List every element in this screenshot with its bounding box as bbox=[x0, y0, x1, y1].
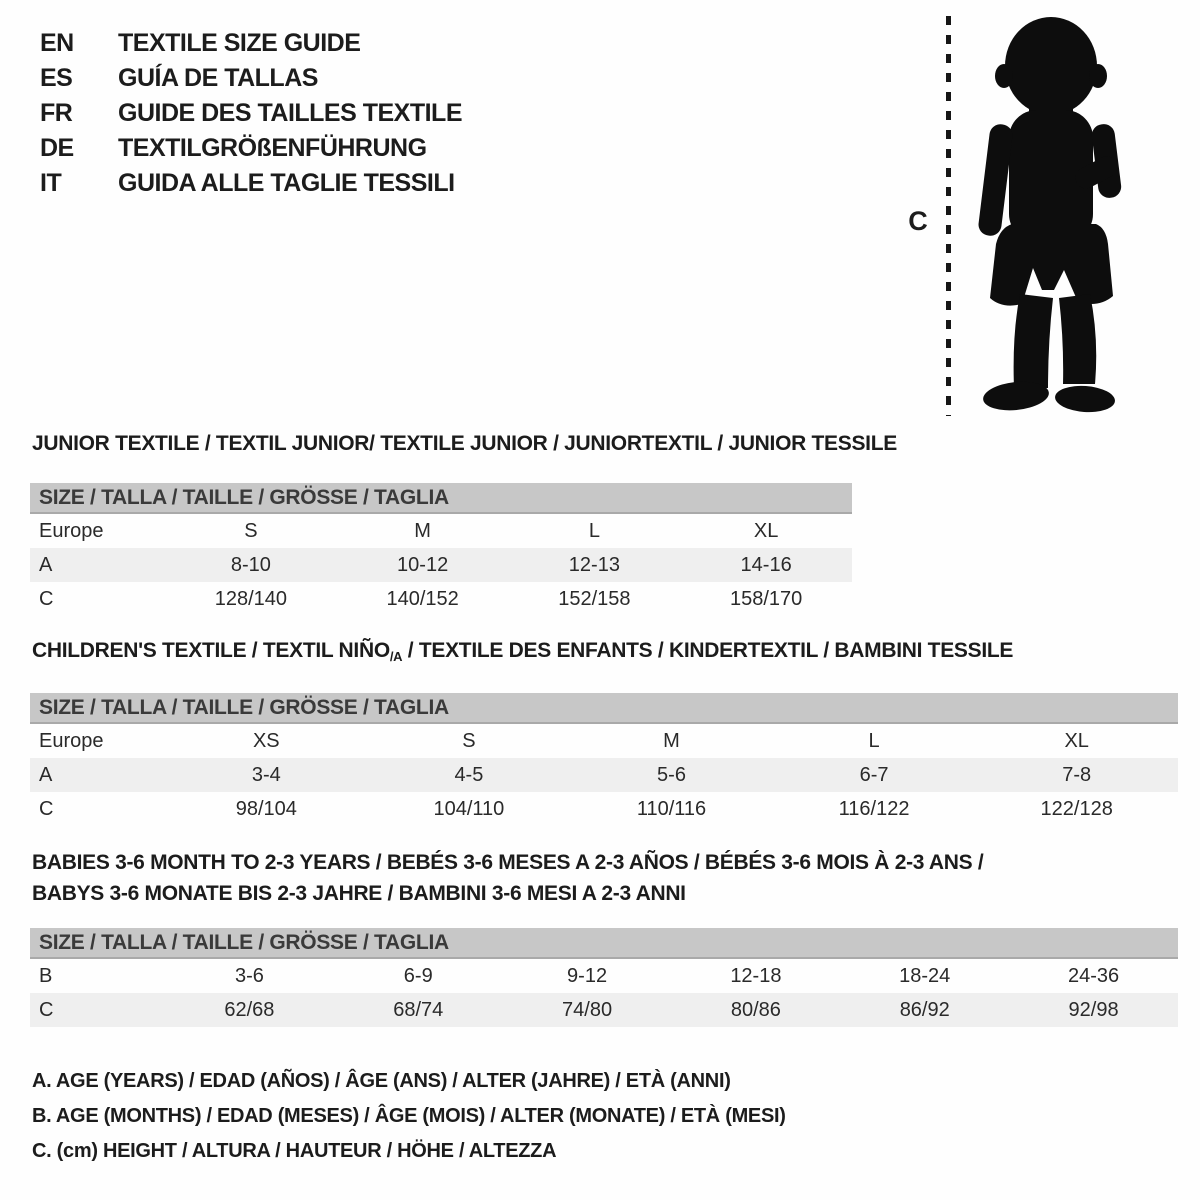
lang-row-fr bbox=[40, 96, 462, 131]
junior-section-heading: JUNIOR TEXTILE / TEXTIL JUNIOR/ TEXTILE JUNIOR / JUNIORTEXTIL / JUNIOR TESSILE bbox=[32, 432, 897, 455]
row-label: C bbox=[39, 998, 54, 1021]
size-value-cell: 6-7 bbox=[859, 763, 889, 786]
height-measure-label: C bbox=[908, 206, 928, 236]
guide-title: TEXTILE SIZE GUIDE bbox=[118, 29, 361, 57]
size-value-cell: 86/92 bbox=[899, 998, 950, 1021]
size-value-cell: 128/140 bbox=[214, 587, 288, 610]
row-label: Europe bbox=[39, 729, 104, 752]
babies-heading-line1: BABIES 3-6 MONTH TO 2-3 YEARS / BEBÉS 3-6 MESES A 2-3 AÑOS / BÉBÉS 3-6 MOIS À 2-3 ANS / bbox=[32, 851, 984, 874]
size-value-cell: 10-12 bbox=[397, 553, 449, 576]
babies-section-heading bbox=[32, 847, 983, 909]
lang-row-de bbox=[40, 131, 462, 166]
row-label: B bbox=[39, 964, 53, 987]
toddler-silhouette-icon bbox=[956, 12, 1146, 418]
size-value-cell: XS bbox=[252, 729, 280, 752]
table-row bbox=[30, 959, 1178, 993]
lang-row-es bbox=[40, 61, 462, 96]
size-value-cell: 4-5 bbox=[454, 763, 484, 786]
size-value-cell: 122/128 bbox=[1040, 797, 1113, 820]
junior-size-table-block bbox=[30, 483, 852, 616]
size-header-bar: SIZE / TALLA / TAILLE / GRÖSSE / TAGLIA bbox=[30, 483, 852, 514]
guide-title: GUIDE DES TAILLES TEXTILE bbox=[118, 99, 463, 127]
size-value-cell: 80/86 bbox=[730, 998, 781, 1021]
size-value-cell: 62/68 bbox=[224, 998, 275, 1021]
language-title-list bbox=[40, 26, 462, 201]
lang-code: DE bbox=[40, 134, 74, 162]
children-heading-sub: /A bbox=[389, 649, 403, 664]
legend-line-c: C. (cm) HEIGHT / ALTURA / HAUTEUR / HÖHE / ALTEZZA bbox=[32, 1140, 557, 1162]
size-value-cell: 8-10 bbox=[230, 553, 271, 576]
row-label: C bbox=[39, 587, 54, 610]
row-label: A bbox=[39, 763, 53, 786]
babies-size-table-block bbox=[30, 928, 1178, 1027]
row-label: C bbox=[39, 797, 54, 820]
babies-heading-line2: BABYS 3-6 MONATE BIS 2-3 JAHRE / BAMBINI 3-6 MESI A 2-3 ANNI bbox=[32, 882, 686, 905]
guide-title: GUÍA DE TALLAS bbox=[118, 64, 318, 92]
guide-title: TEXTILGRÖßENFÜHRUNG bbox=[118, 134, 427, 162]
legend-line-b: B. AGE (MONTHS) / EDAD (MESES) / ÂGE (MOIS) / ALTER (MONATE) / ETÀ (MESI) bbox=[32, 1105, 786, 1127]
table-row bbox=[30, 792, 1178, 826]
table-row bbox=[30, 514, 852, 548]
children-section-heading bbox=[32, 639, 1013, 664]
row-label: A bbox=[39, 553, 53, 576]
size-value-cell: 98/104 bbox=[235, 797, 297, 820]
size-value-cell: S bbox=[462, 729, 476, 752]
row-label: Europe bbox=[39, 519, 104, 542]
size-value-cell: 5-6 bbox=[657, 763, 686, 786]
size-value-cell: 12-13 bbox=[568, 553, 620, 576]
size-value-cell: 152/158 bbox=[558, 587, 631, 610]
lang-code: EN bbox=[40, 29, 74, 57]
size-value-cell: 68/74 bbox=[393, 998, 444, 1021]
table-row bbox=[30, 993, 1178, 1027]
size-value-cell: 12-18 bbox=[730, 964, 782, 987]
size-value-cell: 9-12 bbox=[567, 964, 608, 987]
size-value-cell: 140/152 bbox=[386, 587, 459, 610]
size-header-bar: SIZE / TALLA / TAILLE / GRÖSSE / TAGLIA bbox=[30, 928, 1178, 959]
lang-code: ES bbox=[40, 64, 73, 92]
size-value-cell: 158/170 bbox=[729, 587, 803, 610]
size-value-cell: 24-36 bbox=[1067, 964, 1120, 987]
guide-title: GUIDA ALLE TAGLIE TESSILI bbox=[118, 169, 455, 197]
table-row bbox=[30, 548, 852, 582]
size-value-cell: 3-6 bbox=[234, 964, 264, 987]
size-value-cell: XL bbox=[753, 519, 779, 542]
size-value-cell: L bbox=[588, 519, 600, 542]
size-value-cell: 6-9 bbox=[403, 964, 433, 987]
size-value-cell: S bbox=[244, 519, 258, 542]
children-heading-prefix: CHILDREN'S TEXTILE / TEXTIL NIÑO bbox=[32, 639, 390, 662]
lang-code: IT bbox=[40, 169, 62, 197]
size-value-cell: 104/110 bbox=[433, 797, 505, 820]
legend-line-a: A. AGE (YEARS) / EDAD (AÑOS) / ÂGE (ANS) / ALTER (JAHRE) / ETÀ (ANNI) bbox=[32, 1070, 731, 1092]
height-dashed-line bbox=[946, 16, 951, 416]
table-row bbox=[30, 758, 1178, 792]
lang-code: FR bbox=[40, 99, 73, 127]
measurement-legend bbox=[32, 1064, 786, 1169]
children-size-table-block bbox=[30, 693, 1178, 826]
size-value-cell: 110/116 bbox=[636, 797, 707, 820]
size-value-cell: 74/80 bbox=[562, 998, 613, 1021]
table-row bbox=[30, 582, 852, 616]
lang-row-en bbox=[40, 26, 462, 61]
babies-size-table bbox=[30, 959, 1178, 1027]
junior-size-table bbox=[30, 514, 852, 616]
size-value-cell: 14-16 bbox=[740, 553, 792, 576]
size-value-cell: 7-8 bbox=[1062, 763, 1092, 786]
table-row bbox=[30, 724, 1178, 758]
size-value-cell: 116/122 bbox=[838, 797, 910, 820]
size-value-cell: L bbox=[868, 729, 880, 752]
lang-row-it bbox=[40, 166, 462, 201]
size-value-cell: 18-24 bbox=[899, 964, 951, 987]
size-value-cell: 3-4 bbox=[251, 763, 281, 786]
size-value-cell: XL bbox=[1064, 729, 1089, 752]
children-heading-suffix: / TEXTILE DES ENFANTS / KINDERTEXTIL / BAMBINI TESSILE bbox=[402, 639, 1014, 662]
size-value-cell: M bbox=[663, 729, 680, 752]
size-value-cell: M bbox=[414, 519, 431, 542]
size-value-cell: 92/98 bbox=[1068, 998, 1119, 1021]
size-header-bar: SIZE / TALLA / TAILLE / GRÖSSE / TAGLIA bbox=[30, 693, 1178, 724]
children-size-table bbox=[30, 724, 1178, 826]
